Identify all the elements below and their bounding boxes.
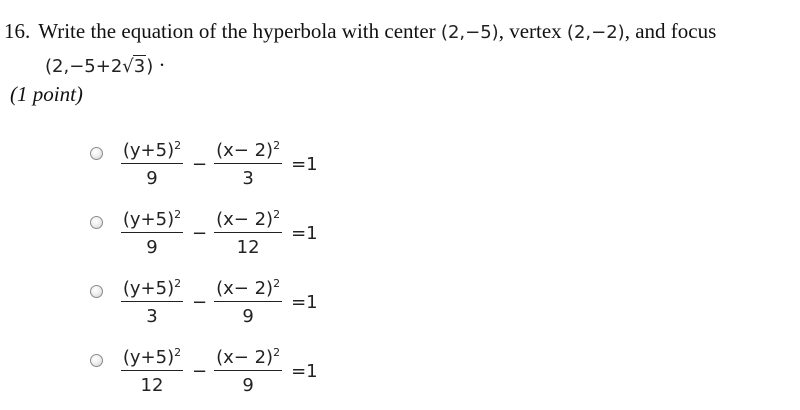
focus-value (45, 56, 153, 77)
end-punctuation: · (158, 53, 166, 77)
fraction-x-term (209, 277, 287, 327)
center-value: (2,−5) (440, 22, 499, 43)
exponent: 2 (174, 277, 182, 290)
vertex-label: , vertex (498, 19, 562, 43)
points-label: (1 point) (10, 82, 83, 106)
numerator-x: (x− 2) (216, 209, 274, 230)
exponent: 2 (273, 277, 281, 290)
equals-one: =1 (291, 360, 318, 382)
question-line-1 (4, 18, 794, 46)
equation-a (114, 134, 318, 194)
focus-label: , and focus (624, 19, 717, 43)
radio-button-b[interactable] (90, 216, 103, 229)
radio-button-d[interactable] (90, 354, 103, 367)
exponent: 2 (273, 346, 281, 359)
fraction-y-term (114, 208, 190, 258)
denominator-x: 3 (242, 168, 254, 189)
denominator-y: 9 (146, 237, 158, 258)
numerator-y: (y+5) (122, 209, 175, 230)
focus-radicand: 3 (133, 56, 146, 77)
denominator-y: 12 (140, 375, 164, 396)
fraction-x-term (209, 139, 287, 189)
equals-one: =1 (291, 222, 318, 244)
exponent: 2 (174, 139, 182, 152)
question-line-2 (45, 52, 794, 80)
question-number: 16. (4, 19, 31, 43)
minus-sign: − (192, 360, 208, 382)
numerator-y: (y+5) (122, 140, 175, 161)
exponent: 2 (273, 139, 281, 152)
minus-sign: − (192, 291, 208, 313)
numerator-x: (x− 2) (216, 140, 274, 161)
numerator-x: (x− 2) (216, 347, 274, 368)
focus-prefix: (2,−5+2 (45, 56, 123, 77)
minus-sign: − (192, 153, 208, 175)
sqrt-symbol: √3 (122, 56, 146, 77)
denominator-y: 3 (146, 306, 158, 327)
exponent: 2 (174, 208, 182, 221)
fraction-x-term (209, 346, 287, 396)
fraction-x-term (209, 208, 287, 258)
fraction-y-term (114, 139, 190, 189)
fraction-y-term (114, 346, 190, 396)
numerator-x: (x− 2) (216, 278, 274, 299)
exponent: 2 (174, 346, 182, 359)
denominator-x: 9 (242, 306, 254, 327)
equation-d (114, 341, 318, 401)
fraction-y-term (114, 277, 190, 327)
vertex-value: (2,−2) (566, 22, 625, 43)
equation-c (114, 272, 318, 332)
exponent: 2 (273, 208, 281, 221)
equation-b (114, 203, 318, 263)
denominator-x: 12 (236, 237, 260, 258)
equals-one: =1 (291, 153, 318, 175)
question-text: Write the equation of the hyperbola with center (38, 19, 436, 43)
equals-one: =1 (291, 291, 318, 313)
question (4, 18, 794, 106)
denominator-x: 9 (242, 375, 254, 396)
denominator-y: 9 (146, 168, 158, 189)
numerator-y: (y+5) (122, 347, 175, 368)
minus-sign: − (192, 222, 208, 244)
numerator-y: (y+5) (122, 278, 175, 299)
radio-button-c[interactable] (90, 285, 103, 298)
focus-suffix: ) (146, 56, 154, 77)
radio-button-a[interactable] (90, 147, 103, 160)
